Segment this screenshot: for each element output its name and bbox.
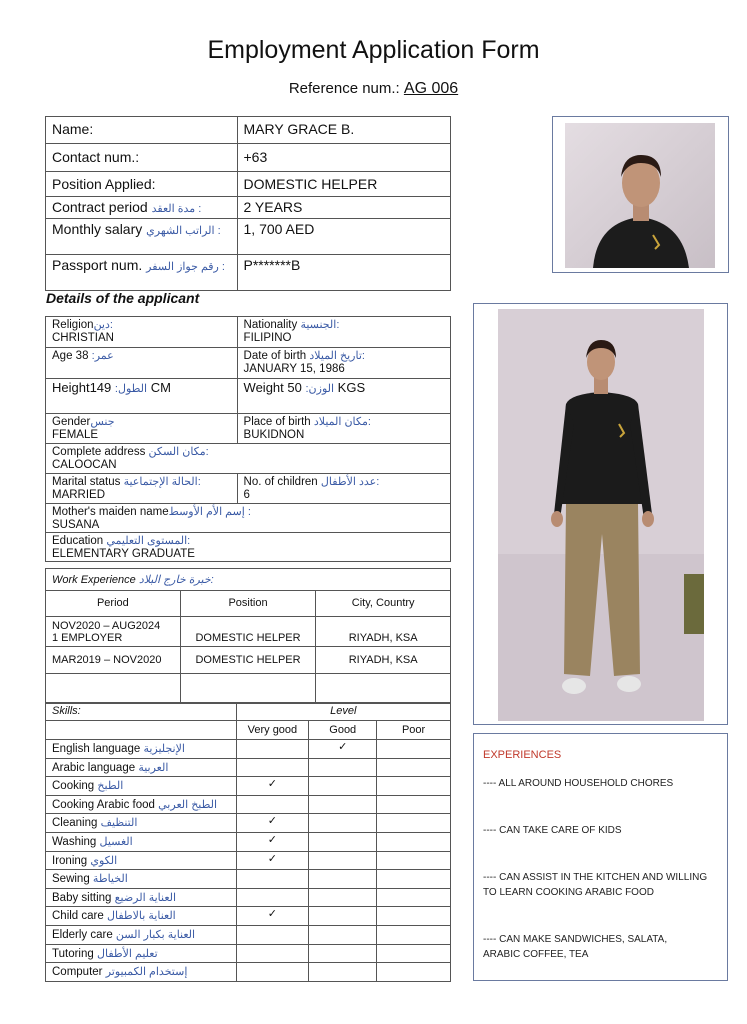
level-poor: Poor [377, 721, 451, 740]
weight-cell: Weight الوزن: 50 KGS [237, 379, 450, 414]
skill-name: Tutoring [52, 947, 94, 960]
experiences-title: EXPERIENCES [483, 749, 562, 761]
page-title: Employment Application Form [207, 36, 540, 64]
skill-name: Sewing [52, 873, 90, 886]
address-cell: Complete address مكان السكن: CALOOCAN [46, 444, 451, 474]
skill-name-ar: العناية بكبار السن [115, 928, 196, 941]
skill-name-ar: الخياطة [92, 873, 128, 886]
skill-name: Arabic language [52, 761, 136, 774]
height-cell: Height الطول: 149 CM [46, 379, 238, 414]
details-table [45, 316, 451, 562]
skill-row [46, 758, 451, 777]
work-experience-table [45, 568, 451, 704]
skill-row [46, 888, 451, 907]
check-icon: ✓ [338, 741, 348, 753]
skill-name-ar: تعليم الأطفال [96, 947, 158, 960]
position-value: DOMESTIC HELPER [237, 172, 451, 197]
contract-value: 2 YEARS [237, 197, 451, 219]
check-icon: ✓ [267, 778, 278, 791]
passport-label: Passport num. رقم جواز السفر : [46, 255, 238, 291]
name-value: MARY GRACE B. [237, 117, 451, 144]
reference-number [0, 80, 747, 98]
dob-cell: Date of birth تاريخ الميلاد: JANUARY 15, 1986 [237, 348, 450, 379]
skill-name-ar: إستخدام الكمبيوتر [105, 966, 188, 979]
basic-info-table [45, 116, 451, 291]
skill-row [46, 963, 451, 982]
contract-label: Contract period مدة العقد : [46, 197, 238, 219]
full-body-photo [474, 304, 727, 724]
maiden-name-cell: Mother's maiden nameإسم الأم الأوسط : SUSANA [46, 504, 451, 533]
skill-row [46, 944, 451, 963]
salary-label: Monthly salary الراتب الشهري : [46, 219, 238, 255]
skill-name: Elderly care [52, 928, 113, 941]
skill-name-ar: العربية [138, 761, 169, 774]
level-header: Level [236, 703, 451, 721]
skill-name-ar: الإنجليزية [143, 743, 185, 755]
experience-item: ---- ALL AROUND HOUSEHOLD CHORES [483, 778, 674, 789]
experience-item: ---- CAN ASSIST IN THE KITCHEN AND WILLING TO LEARN COOKING ARABIC FOOD [483, 872, 708, 898]
skill-name: Cooking [52, 780, 95, 793]
details-heading: Details of the applicant [46, 290, 200, 306]
skill-row [46, 832, 451, 851]
skill-row [46, 740, 451, 759]
reference-value: AG 006 [403, 80, 459, 97]
skill-name-ar: العناية الرضيع [114, 891, 177, 904]
passport-value: P*******B [237, 255, 451, 291]
check-icon: ✓ [267, 908, 278, 921]
gender-cell: Genderجنس FEMALE [46, 414, 238, 444]
city-header: City, Country [316, 591, 451, 617]
skill-name: Washing [52, 835, 97, 848]
skill-name: Computer [52, 966, 103, 979]
skill-name-ar: الكوي [90, 854, 118, 867]
check-icon: ✓ [267, 833, 278, 846]
skill-name: Ironing [52, 854, 88, 867]
skill-name: Cleaning [52, 817, 98, 830]
education-cell: Education المستوى التعليمي: ELEMENTARY GRADUATE [46, 533, 451, 562]
marital-cell: Marital status الحالة الإجتماعية: MARRIED [46, 474, 238, 504]
level-very-good: Very good [236, 721, 309, 740]
skills-table [45, 702, 451, 982]
salary-value: 1, 700 AED [237, 219, 451, 255]
skill-row [46, 870, 451, 889]
table-row [46, 674, 451, 704]
skill-name: Child care [52, 910, 104, 923]
skill-row [46, 814, 451, 833]
contact-value: +63 [237, 144, 451, 172]
skill-name: Cooking Arabic food [52, 798, 155, 811]
skill-name-ar: الطبخ [97, 780, 124, 793]
position-header: Position [180, 591, 316, 617]
skill-row [46, 795, 451, 814]
skill-row [46, 851, 451, 870]
age-cell: Age عمر: 38 [46, 348, 238, 379]
experience-item: ---- CAN TAKE CARE OF KIDS [483, 825, 622, 836]
reference-label: Reference num.: [288, 80, 400, 97]
pob-cell: Place of birth مكان الميلاد: BUKIDNON [237, 414, 450, 444]
skill-name-ar: الغسيل [99, 835, 133, 848]
contact-label: Contact num.: [46, 144, 238, 172]
children-cell: No. of children عدد الأطفال: 6 [237, 474, 450, 504]
portrait-photo [553, 117, 728, 272]
experiences-box [473, 733, 728, 981]
level-good: Good [309, 721, 377, 740]
portrait-photo-frame [552, 116, 729, 273]
skill-name-ar: التنظيف [100, 817, 138, 830]
skill-row [46, 907, 451, 926]
skill-name-ar: الطبخ العربي [158, 798, 218, 811]
work-experience-title: Work Experience خبرة خارج البلاد: [46, 569, 451, 591]
religion-cell: Religionدين: CHRISTIAN [46, 317, 238, 348]
skills-title: Skills: [46, 703, 237, 721]
skill-name: English language [52, 743, 141, 755]
skill-row [46, 777, 451, 796]
full-body-photo-frame [473, 303, 728, 725]
name-label: Name: [46, 117, 238, 144]
table-row: MAR2019 – NOV2020 DOMESTIC HELPER RIYADH, KSA [46, 647, 451, 674]
experience-item: ---- CAN MAKE SANDWICHES, SALATA, ARABIC COFFEE, TEA [483, 934, 668, 960]
check-icon: ✓ [267, 852, 278, 865]
skill-row [46, 925, 451, 944]
table-row: NOV2020 – AUG2024 1 EMPLOYER DOMESTIC HELPER RIYADH, KSA [46, 617, 451, 647]
check-icon: ✓ [267, 815, 278, 828]
skill-name: Baby sitting [52, 891, 112, 904]
skill-name-ar: العناية بالاطفال [106, 910, 176, 923]
position-label: Position Applied: [46, 172, 238, 197]
period-header: Period [46, 591, 181, 617]
nationality-cell: Nationality الجنسية: FILIPINO [237, 317, 450, 348]
